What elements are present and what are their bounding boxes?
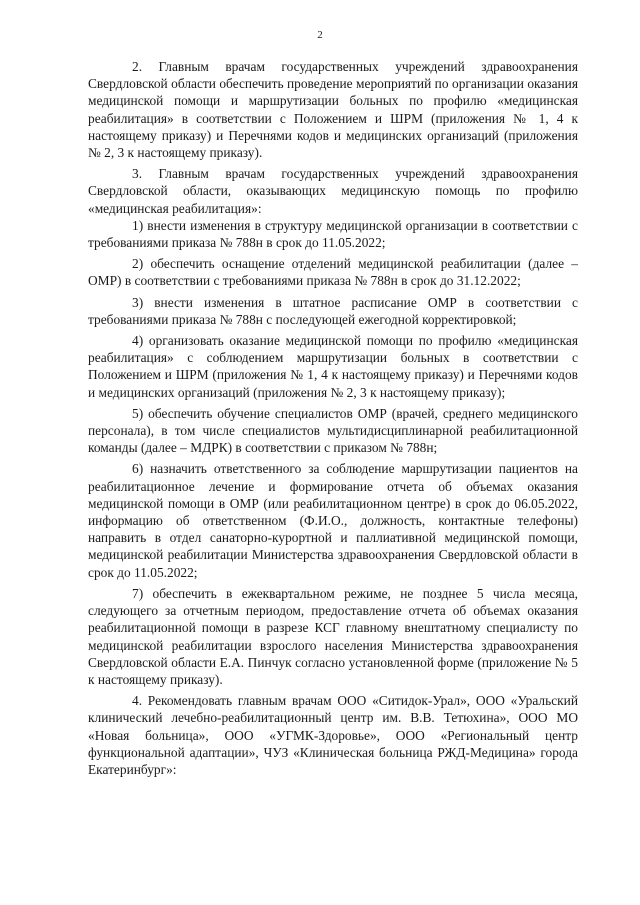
- subitem-2: 2) обеспечить оснащение отделений медицинской реабилитации (далее – ОМР) в соответствии с требованиями приказа № 788н в срок до 31.12.2022;: [88, 256, 578, 289]
- document-body: [88, 58, 578, 778]
- subitem-4: 4) организовать оказание медицинской помощи по профилю «медицинская реабилитация» с соблюдением маршрутизации больных в соответствии с Положением и ШРМ (приложения № 1, 4 к настоящему приказу) и Перечнями кодов и медицинских организаций (приложения № 2, 3 к настоящему приказу);: [88, 333, 578, 400]
- subitem-6: 6) назначить ответственного за соблюдение маршрутизации пациентов на реабилитационное лечение и формирование отчета об объемах оказания медицинской помощи в ОМР (или реабилитационном центре) в срок до 06.05.2022, информацию об ответственном (Ф.И.О., должность, контактные телефоны) направить в отдел санаторно-курортной и паллиативной медицинской помощи, медицинской реабилитации Министерства здравоохранения Свердловской области в срок до 11.05.2022;: [88, 461, 578, 580]
- subitem-5: 5) обеспечить обучение специалистов ОМР (врачей, среднего медицинского персонала), в том числе специалистов мультидисциплинарной реабилитационной команды (далее – МДРК) в соответствии с приказом № 788н;: [88, 405, 578, 456]
- subitem-3: 3) внести изменения в штатное расписание ОМР в соответствии с требованиями приказа № 788н с последующей ежегодной корректировкой;: [88, 294, 578, 327]
- page-number: 2: [317, 29, 323, 41]
- paragraph-item-4: 4. Рекомендовать главным врачам ООО «Ситидок-Урал», ООО «Уральский клинический лечебно-реабилитационный центр им. В.В. Тетюхина», ООО МО «Новая больница», ООО «УГМК-Здоровье», ООО «Региональный центр функциональной адаптации», ЧУЗ «Клиническая больница РЖД-Медицина» города Екатеринбург»:: [88, 693, 578, 777]
- paragraph-item-2: 2. Главным врачам государственных учреждений здравоохранения Свердловской области обеспечить проведение мероприятий по организации оказания медицинской помощи и маршрутизации больных по профилю «медицинская реабилитация» в соответствии с Положением и ШРМ (приложения № 1, 4 к настоящему приказу) и Перечнями кодов и медицинских организаций (приложения № 2, 3 к настоящему приказу).: [88, 59, 578, 161]
- subitem-7: 7) обеспечить в ежеквартальном режиме, не позднее 5 числа месяца, следующего за отчетным периодом, предоставление отчета об объемах оказания реабилитационной помощи в разрезе КСГ главному внештатному специалисту по медицинской реабилитации взрослого населения Министерства здравоохранения Свердловской области Е.А. Пинчук согласно установленной форме (приложение № 5 к настоящему приказу).: [88, 585, 578, 687]
- paragraph-item-3: 3. Главным врачам государственных учреждений здравоохранения Свердловской области, оказывающих медицинскую помощь по профилю «медицинская реабилитация»:: [88, 166, 578, 216]
- subitem-1: 1) внести изменения в структуру медицинской организации в соответствии с требованиями приказа № 788н в срок до 11.05.2022;: [88, 217, 578, 251]
